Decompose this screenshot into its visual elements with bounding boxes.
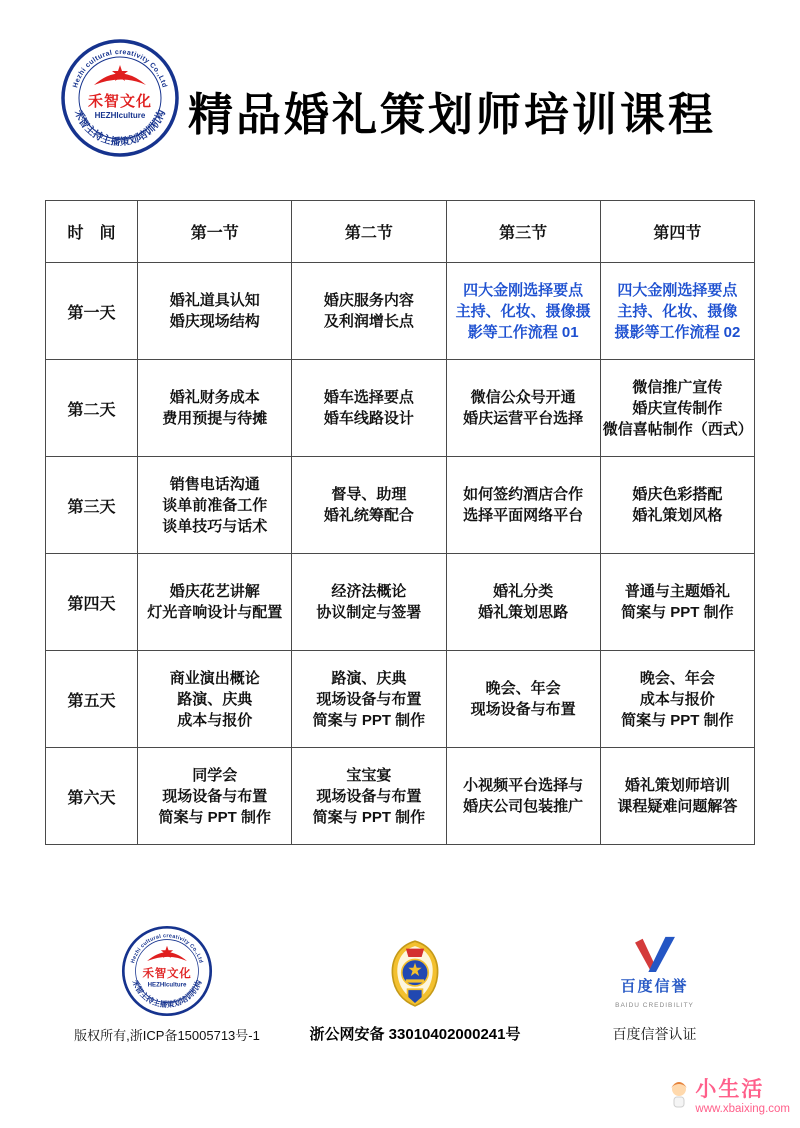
column-header: 第四节 xyxy=(600,201,754,263)
hezhi-logo xyxy=(60,38,180,163)
course-cell: 督导、助理 婚礼统筹配合 xyxy=(292,457,446,554)
course-cell: 婚礼道具认知 婚庆现场结构 xyxy=(138,263,292,360)
day-label: 第六天 xyxy=(46,748,138,845)
course-cell: 晚会、年会 现场设备与布置 xyxy=(446,651,600,748)
course-cell: 婚礼财务成本 费用预提与待摊 xyxy=(138,360,292,457)
column-header: 时 间 xyxy=(46,201,138,263)
watermark xyxy=(668,1078,790,1116)
course-cell: 婚礼策划师培训 课程疑难问题解答 xyxy=(600,748,754,845)
table-row xyxy=(46,457,755,554)
course-cell: 销售电话沟通 谈单前准备工作 谈单技巧与话术 xyxy=(138,457,292,554)
watermark-url: www.xbaixing.com xyxy=(695,1103,790,1116)
course-cell: 路演、庆典 现场设备与布置 简案与 PPT 制作 xyxy=(292,651,446,748)
watermark-name: 小生活 xyxy=(695,1078,765,1102)
mascot-icon xyxy=(668,1078,690,1112)
table-row xyxy=(46,263,755,360)
course-cell: 商业演出概论 路演、庆典 成本与报价 xyxy=(138,651,292,748)
course-table xyxy=(45,200,755,845)
copyright-text: 版权所有,浙ICP备15005713号-1 xyxy=(74,1028,260,1043)
baidu-credibility-icon xyxy=(633,935,677,973)
baidu-caption: 百度信誉认证 xyxy=(612,1026,697,1042)
course-cell: 小视频平台选择与 婚庆公司包装推广 xyxy=(446,748,600,845)
course-cell: 微信公众号开通 婚庆运营平台选择 xyxy=(446,360,600,457)
table-row xyxy=(46,651,755,748)
logo-name-cn: 禾智文化 xyxy=(87,93,153,110)
footer-left xyxy=(62,922,272,1044)
logo-name-cn: 禾智文化 xyxy=(142,968,192,981)
course-cell: 四大金刚选择要点 主持、化妆、摄像摄 影等工作流程 01 xyxy=(446,263,600,360)
hezhi-logo-graphic xyxy=(60,38,180,158)
course-cell: 婚礼分类 婚礼策划思路 xyxy=(446,554,600,651)
day-label: 第五天 xyxy=(46,651,138,748)
course-cell: 如何签约酒店合作 选择平面网络平台 xyxy=(446,457,600,554)
police-badge-icon xyxy=(386,937,444,1015)
table-header xyxy=(46,201,755,263)
logo-name-en: HEZHIculture xyxy=(94,111,146,120)
hezhi-logo-small xyxy=(121,925,213,1017)
baidu-title: 百度信誉 xyxy=(620,978,689,995)
logo-arc-top-text: Hezhi cultural creativity Co.,Ltd xyxy=(130,933,204,964)
table-row xyxy=(46,554,755,651)
course-cell: 晚会、年会 成本与报价 简案与 PPT 制作 xyxy=(600,651,754,748)
day-label: 第三天 xyxy=(46,457,138,554)
watermark-text xyxy=(695,1078,790,1116)
table-row xyxy=(46,748,755,845)
footer-center xyxy=(300,922,530,1044)
course-cell: 经济法概论 协议制定与签署 xyxy=(292,554,446,651)
column-header: 第一节 xyxy=(138,201,292,263)
course-cell: 婚庆色彩搭配 婚礼策划风格 xyxy=(600,457,754,554)
logo-name-en: HEZHIculture xyxy=(147,981,187,989)
course-cell: 四大金刚选择要点 主持、化妆、摄像 摄影等工作流程 02 xyxy=(600,263,754,360)
day-label: 第一天 xyxy=(46,263,138,360)
day-label: 第四天 xyxy=(46,554,138,651)
security-record-text: 浙公网安备 33010402000241号 xyxy=(309,1026,521,1043)
course-cell: 普通与主题婚礼 简案与 PPT 制作 xyxy=(600,554,754,651)
day-label: 第二天 xyxy=(46,360,138,457)
logo-arc-top-text: Hezhi cultural creativity Co.,Ltd xyxy=(72,48,168,89)
logo-arc-bottom-text: 禾智主持主播策划培训机构 xyxy=(71,108,169,149)
header xyxy=(0,0,800,190)
baidu-subtitle: BAIDU CREDIBILITY xyxy=(615,1002,694,1009)
logo-arc-bottom-text: 禾智主持主播策划培训机构 xyxy=(130,978,204,1010)
course-cell: 婚车选择要点 婚车线路设计 xyxy=(292,360,446,457)
footer-right xyxy=(572,922,737,1044)
course-cell: 宝宝宴 现场设备与布置 简案与 PPT 制作 xyxy=(292,748,446,845)
course-cell: 婚庆服务内容 及利润增长点 xyxy=(292,263,446,360)
column-header: 第三节 xyxy=(446,201,600,263)
page-title: 精品婚礼策划师培训课程 xyxy=(188,89,717,140)
column-header: 第二节 xyxy=(292,201,446,263)
course-cell: 同学会 现场设备与布置 简案与 PPT 制作 xyxy=(138,748,292,845)
course-cell: 微信推广宣传 婚庆宣传制作 微信喜帖制作（西式） xyxy=(600,360,754,457)
footer xyxy=(0,922,800,1047)
table-row xyxy=(46,360,755,457)
course-table-body xyxy=(46,263,755,845)
header-row xyxy=(46,201,755,263)
course-cell: 婚庆花艺讲解 灯光音响设计与配置 xyxy=(138,554,292,651)
